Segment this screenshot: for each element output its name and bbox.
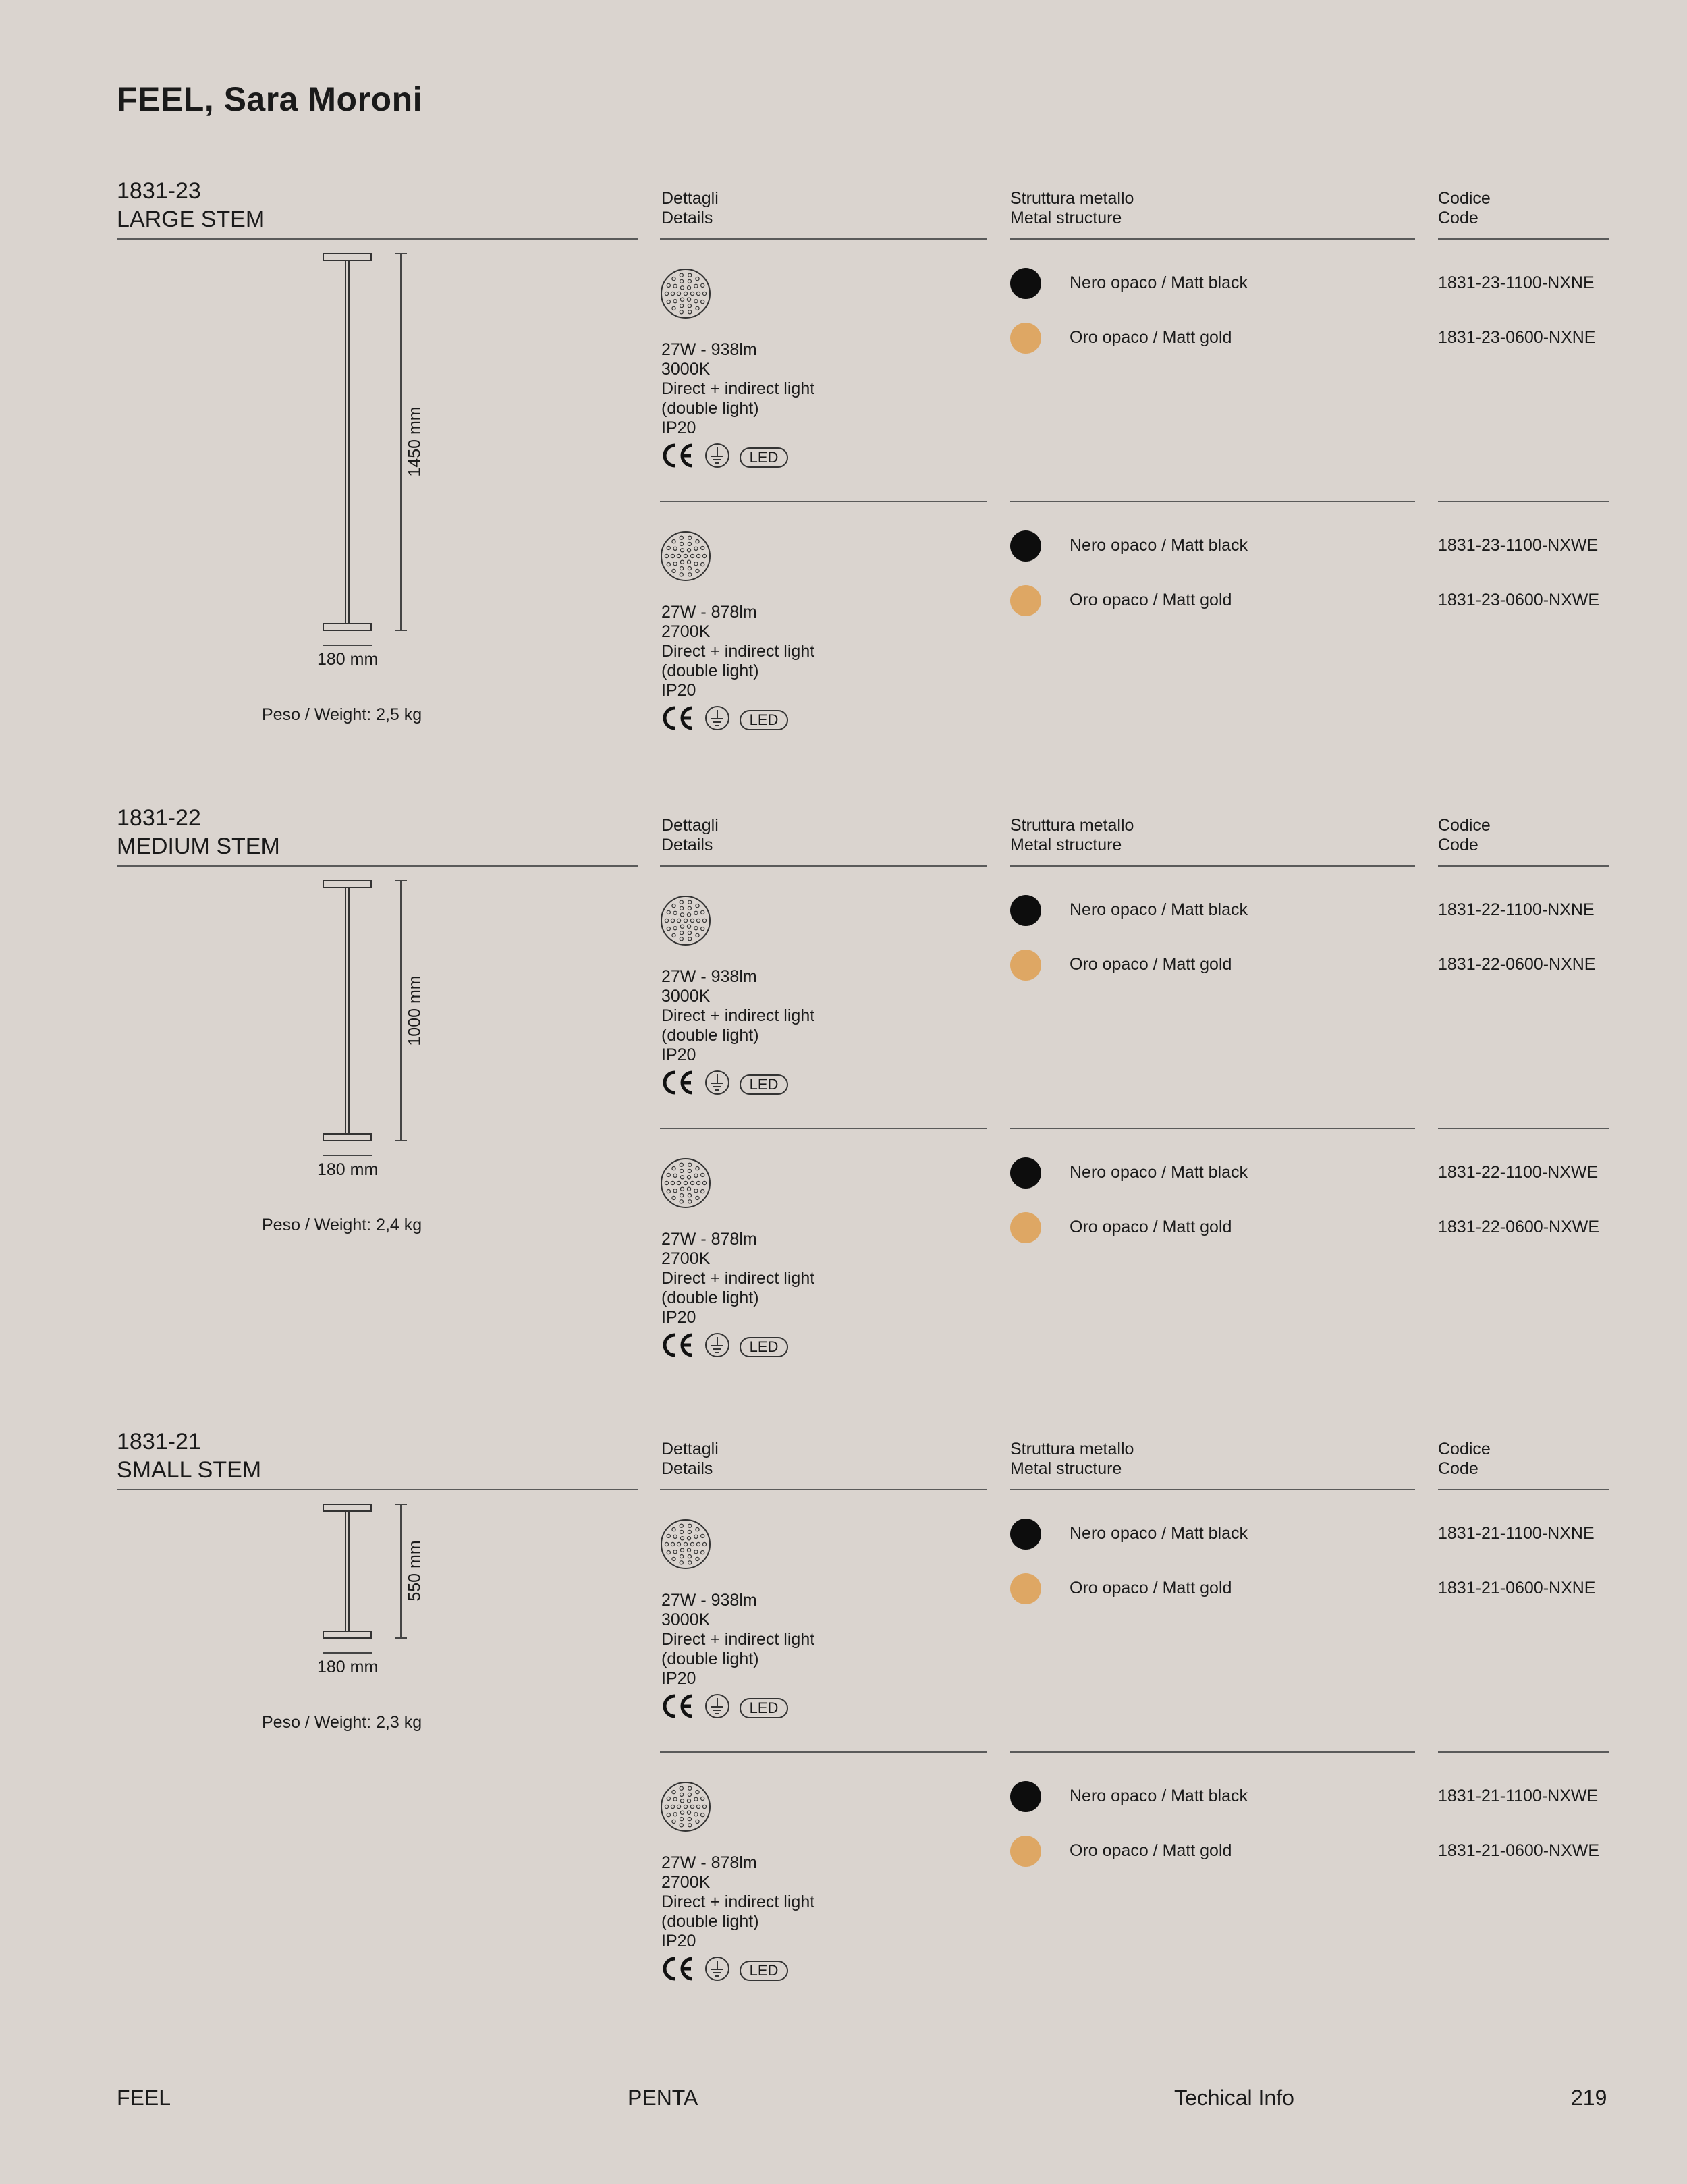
- lamp-base: [323, 1631, 372, 1639]
- spec-light2: (double light): [661, 1026, 759, 1045]
- swatch-matt-gold: [1010, 323, 1041, 354]
- column-header-en: Code: [1438, 836, 1478, 854]
- light-specs: [661, 967, 814, 1065]
- swatch-matt-black: [1010, 268, 1041, 299]
- light-specs: [661, 603, 814, 701]
- column-header-en: Details: [661, 1459, 713, 1478]
- height-dimension-line: [400, 253, 402, 631]
- spec-ip: IP20: [661, 418, 696, 437]
- swatch-matt-gold: [1010, 1573, 1041, 1604]
- spec-light: Direct + indirect light: [661, 1892, 815, 1911]
- column-header-details: [661, 1440, 719, 1479]
- spec-light2: (double light): [661, 1649, 759, 1668]
- ce-mark-icon: [660, 1070, 695, 1099]
- column-header-structure: [1010, 1440, 1134, 1479]
- header-divider: [1010, 865, 1415, 867]
- dimension-tick: [395, 880, 407, 881]
- spec-power: 27W - 938lm: [661, 1591, 757, 1610]
- spec-light2: (double light): [661, 1912, 759, 1931]
- column-header-en: Details: [661, 209, 713, 227]
- header-divider: [117, 1489, 638, 1490]
- led-chip-icon: [660, 1781, 711, 1836]
- lamp-stem: [345, 888, 350, 1133]
- ce-mark-icon: [660, 1332, 695, 1361]
- column-header-code: [1438, 816, 1491, 855]
- led-badge-icon: LED: [740, 1074, 788, 1095]
- certification-icons: [660, 443, 788, 472]
- led-chip-icon: [660, 268, 711, 323]
- footer-page-number: 219: [1571, 2085, 1607, 2110]
- light-specs: [661, 1591, 814, 1689]
- spec-light: Direct + indirect light: [661, 379, 815, 398]
- led-chip-icon: [660, 1519, 711, 1573]
- ground-icon: [704, 705, 730, 734]
- certification-icons: [660, 1693, 788, 1722]
- spec-power: 27W - 878lm: [661, 1230, 757, 1249]
- product-section: [0, 177, 1687, 798]
- header-divider: [1010, 1489, 1415, 1490]
- spec-light2: (double light): [661, 1288, 759, 1307]
- header-divider: [1438, 1489, 1609, 1490]
- finish-name: Oro opaco / Matt gold: [1070, 1218, 1232, 1236]
- footer-brand: PENTA: [628, 2085, 698, 2110]
- led-chip-icon: [660, 530, 711, 585]
- product-code: 1831-22: [117, 805, 201, 831]
- spec-temp: 3000K: [661, 987, 711, 1006]
- height-dimension-line: [400, 1504, 402, 1639]
- product-article-code: 1831-22-1100-NXNE: [1438, 900, 1595, 919]
- finish-name: Nero opaco / Matt black: [1070, 1524, 1248, 1543]
- product-article-code: 1831-23-1100-NXNE: [1438, 273, 1595, 292]
- product-article-code: 1831-21-0600-NXWE: [1438, 1841, 1600, 1860]
- variant-divider: [1010, 1128, 1415, 1129]
- ce-mark-icon: [660, 1956, 695, 1985]
- column-header-it: Dettagli: [661, 189, 719, 208]
- spec-ip: IP20: [661, 1932, 696, 1950]
- column-header-structure: [1010, 816, 1134, 855]
- product-article-code: 1831-23-0600-NXNE: [1438, 328, 1596, 347]
- height-label: 1000 mm: [405, 975, 424, 1046]
- finish-name: Nero opaco / Matt black: [1070, 1163, 1248, 1182]
- certification-icons: [660, 1956, 788, 1985]
- width-dimension-line: [323, 1652, 372, 1654]
- product-article-code: 1831-21-1100-NXNE: [1438, 1524, 1595, 1543]
- column-header-it: Struttura metallo: [1010, 1440, 1134, 1458]
- swatch-matt-gold: [1010, 1836, 1041, 1867]
- finish-name: Nero opaco / Matt black: [1070, 273, 1248, 292]
- product-section: [0, 1427, 1687, 2048]
- ground-icon: [704, 443, 730, 472]
- header-divider: [117, 238, 638, 240]
- product-article-code: 1831-22-0600-NXWE: [1438, 1218, 1600, 1236]
- ground-icon: [704, 1693, 730, 1722]
- column-header-en: Metal structure: [1010, 836, 1122, 854]
- dimension-tick: [395, 1637, 407, 1639]
- column-header-it: Struttura metallo: [1010, 816, 1134, 835]
- ce-mark-icon: [660, 1693, 695, 1722]
- column-header-details: [661, 189, 719, 228]
- certification-icons: [660, 705, 788, 734]
- finish-name: Nero opaco / Matt black: [1070, 900, 1248, 919]
- swatch-matt-black: [1010, 1157, 1041, 1189]
- spec-light: Direct + indirect light: [661, 1630, 815, 1649]
- finish-name: Oro opaco / Matt gold: [1070, 1841, 1232, 1860]
- spec-temp: 3000K: [661, 1610, 711, 1629]
- led-badge-icon: LED: [740, 447, 788, 468]
- header-divider: [117, 865, 638, 867]
- spec-light2: (double light): [661, 399, 759, 418]
- ground-icon: [704, 1332, 730, 1361]
- product-article-code: 1831-23-0600-NXWE: [1438, 591, 1600, 609]
- column-header-structure: [1010, 189, 1134, 228]
- finish-name: Oro opaco / Matt gold: [1070, 1579, 1232, 1598]
- finish-name: Nero opaco / Matt black: [1070, 536, 1248, 555]
- lamp-stem: [345, 1512, 350, 1631]
- led-badge-icon: LED: [740, 1337, 788, 1357]
- led-badge-icon: LED: [740, 1698, 788, 1718]
- height-label: 550 mm: [405, 1540, 424, 1602]
- variant-divider: [1010, 501, 1415, 502]
- width-dimension-line: [323, 1155, 372, 1156]
- width-label: 180 mm: [317, 650, 379, 669]
- header-divider: [1010, 238, 1415, 240]
- certification-icons: [660, 1332, 788, 1361]
- finish-name: Oro opaco / Matt gold: [1070, 591, 1232, 609]
- width-label: 180 mm: [317, 1160, 379, 1179]
- column-header-en: Code: [1438, 1459, 1478, 1478]
- lamp-base: [323, 1133, 372, 1141]
- finish-name: Oro opaco / Matt gold: [1070, 328, 1232, 347]
- width-label: 180 mm: [317, 1658, 379, 1676]
- ce-mark-icon: [660, 443, 695, 472]
- finish-name: Nero opaco / Matt black: [1070, 1786, 1248, 1805]
- footer-section: Techical Info: [1174, 2085, 1294, 2110]
- column-header-it: Dettagli: [661, 1440, 719, 1458]
- led-chip-icon: [660, 895, 711, 950]
- weight-label: Peso / Weight: 2,5 kg: [262, 705, 422, 724]
- led-badge-icon: LED: [740, 1961, 788, 1981]
- weight-label: Peso / Weight: 2,4 kg: [262, 1216, 422, 1234]
- header-divider: [660, 238, 987, 240]
- product-code: 1831-23: [117, 178, 201, 204]
- product-name: LARGE STEM: [117, 207, 265, 232]
- variant-divider: [1438, 1751, 1609, 1753]
- lamp-base: [323, 623, 372, 631]
- finish-name: Oro opaco / Matt gold: [1070, 955, 1232, 974]
- variant-divider: [1438, 501, 1609, 502]
- product-name: SMALL STEM: [117, 1457, 262, 1483]
- lamp-stem: [345, 261, 350, 623]
- product-code: 1831-21: [117, 1429, 201, 1454]
- swatch-matt-black: [1010, 530, 1041, 562]
- ground-icon: [704, 1070, 730, 1099]
- dimension-tick: [395, 1140, 407, 1141]
- ground-icon: [704, 1956, 730, 1985]
- lamp-top-cap: [323, 1504, 372, 1512]
- variant-divider: [660, 501, 987, 502]
- column-header-code: [1438, 189, 1491, 228]
- height-dimension-line: [400, 880, 402, 1141]
- column-header-en: Details: [661, 836, 713, 854]
- spec-power: 27W - 938lm: [661, 340, 757, 359]
- header-divider: [660, 1489, 987, 1490]
- product-article-code: 1831-22-0600-NXNE: [1438, 955, 1596, 974]
- swatch-matt-gold: [1010, 1212, 1041, 1243]
- column-header-en: Metal structure: [1010, 1459, 1122, 1478]
- width-dimension-line: [323, 645, 372, 646]
- lamp-top-cap: [323, 880, 372, 888]
- light-specs: [661, 1853, 814, 1951]
- dimension-tick: [395, 1504, 407, 1505]
- certification-icons: [660, 1070, 788, 1099]
- height-label: 1450 mm: [405, 406, 424, 477]
- dimension-tick: [395, 630, 407, 631]
- product-name: MEDIUM STEM: [117, 834, 280, 859]
- spec-light2: (double light): [661, 661, 759, 680]
- spec-ip: IP20: [661, 1308, 696, 1327]
- swatch-matt-black: [1010, 895, 1041, 926]
- spec-temp: 2700K: [661, 1873, 711, 1892]
- swatch-matt-black: [1010, 1519, 1041, 1550]
- column-header-en: Code: [1438, 209, 1478, 227]
- spec-temp: 2700K: [661, 622, 711, 641]
- header-divider: [660, 865, 987, 867]
- spec-power: 27W - 878lm: [661, 603, 757, 622]
- header-divider: [1438, 865, 1609, 867]
- column-header-it: Struttura metallo: [1010, 189, 1134, 208]
- spec-power: 27W - 878lm: [661, 1853, 757, 1872]
- column-header-en: Metal structure: [1010, 209, 1122, 227]
- variant-divider: [1010, 1751, 1415, 1753]
- product-article-code: 1831-23-1100-NXWE: [1438, 536, 1599, 555]
- column-header-details: [661, 816, 719, 855]
- ce-mark-icon: [660, 705, 695, 734]
- swatch-matt-black: [1010, 1781, 1041, 1812]
- light-specs: [661, 340, 814, 438]
- column-header-it: Codice: [1438, 1440, 1491, 1458]
- lamp-top-cap: [323, 253, 372, 261]
- variant-divider: [1438, 1128, 1609, 1129]
- swatch-matt-gold: [1010, 585, 1041, 616]
- spec-power: 27W - 938lm: [661, 967, 757, 986]
- variant-divider: [660, 1751, 987, 1753]
- column-header-it: Codice: [1438, 816, 1491, 835]
- footer-product: FEEL: [117, 2085, 171, 2110]
- column-header-it: Codice: [1438, 189, 1491, 208]
- page-title: FEEL, Sara Moroni: [117, 80, 423, 118]
- light-specs: [661, 1230, 814, 1328]
- spec-temp: 3000K: [661, 360, 711, 379]
- product-section: [0, 804, 1687, 1425]
- led-badge-icon: LED: [740, 710, 788, 730]
- spec-light: Direct + indirect light: [661, 1006, 815, 1025]
- spec-ip: IP20: [661, 681, 696, 700]
- weight-label: Peso / Weight: 2,3 kg: [262, 1713, 422, 1732]
- spec-ip: IP20: [661, 1045, 696, 1064]
- led-chip-icon: [660, 1157, 711, 1212]
- spec-light: Direct + indirect light: [661, 642, 815, 661]
- spec-light: Direct + indirect light: [661, 1269, 815, 1288]
- swatch-matt-gold: [1010, 950, 1041, 981]
- product-article-code: 1831-22-1100-NXWE: [1438, 1163, 1599, 1182]
- dimension-tick: [395, 253, 407, 254]
- spec-temp: 2700K: [661, 1249, 711, 1268]
- column-header-code: [1438, 1440, 1491, 1479]
- product-article-code: 1831-21-1100-NXWE: [1438, 1786, 1599, 1805]
- variant-divider: [660, 1128, 987, 1129]
- spec-ip: IP20: [661, 1669, 696, 1688]
- product-article-code: 1831-21-0600-NXNE: [1438, 1579, 1596, 1598]
- column-header-it: Dettagli: [661, 816, 719, 835]
- header-divider: [1438, 238, 1609, 240]
